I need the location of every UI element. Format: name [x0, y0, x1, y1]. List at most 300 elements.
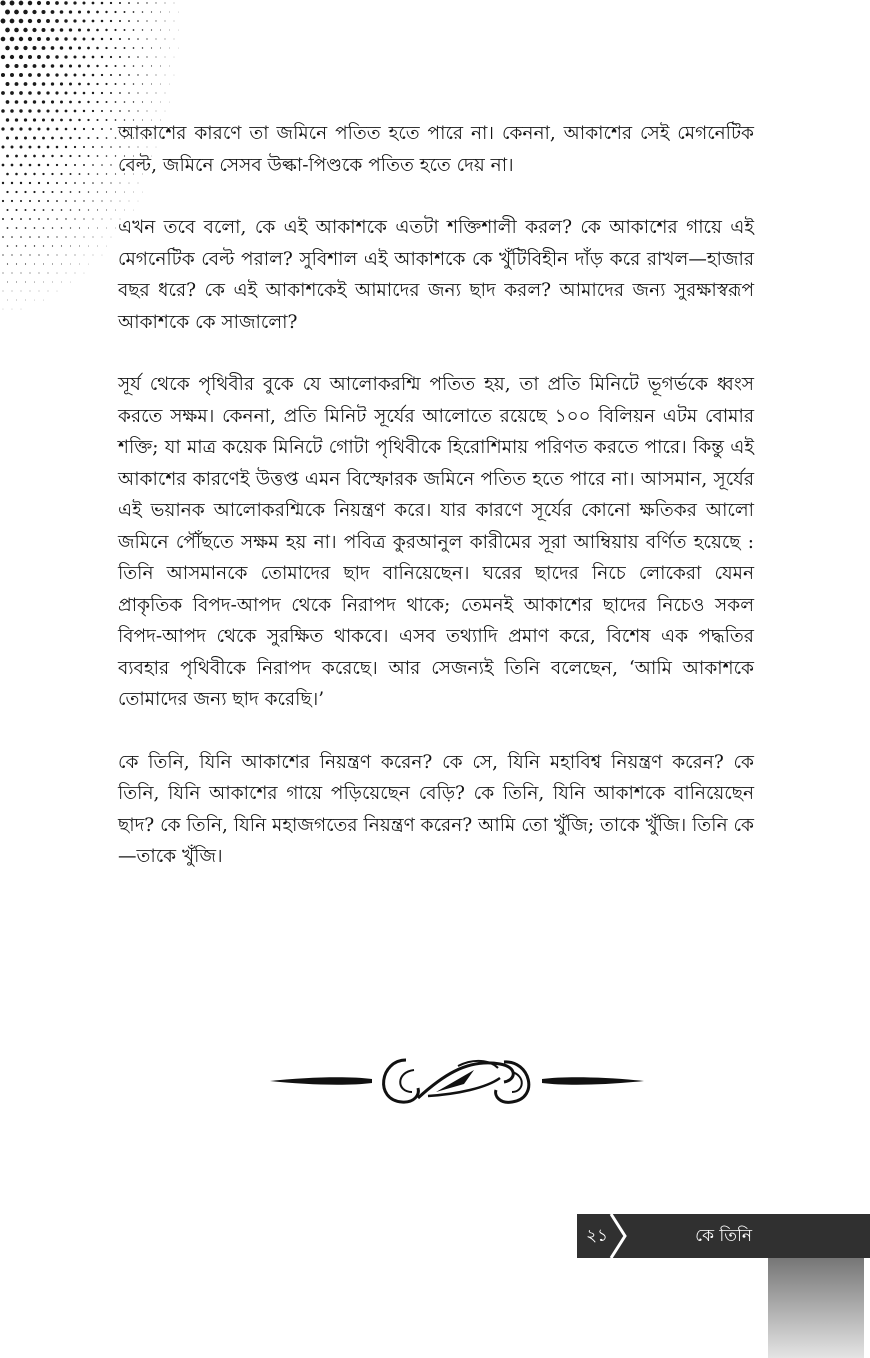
- halftone-dot: [178, 48, 179, 49]
- halftone-dot: [78, 65, 81, 68]
- halftone-dot: [102, 219, 103, 220]
- halftone-dot: [1, 127, 4, 130]
- halftone-dot: [56, 182, 58, 184]
- halftone-dot: [47, 128, 50, 131]
- halftone-dot: [97, 155, 99, 157]
- halftone-dot: [42, 118, 45, 121]
- halftone-dot: [115, 137, 117, 139]
- halftone-dot: [34, 263, 35, 264]
- halftone-dot: [151, 83, 152, 84]
- halftone-dot: [15, 191, 17, 193]
- halftone-dot: [83, 218, 84, 219]
- halftone-dot: [5, 10, 10, 15]
- halftone-dot: [43, 263, 44, 264]
- halftone-dot: [115, 155, 116, 156]
- halftone-dot: [16, 245, 17, 246]
- halftone-dot: [33, 191, 35, 193]
- halftone-dot: [2, 182, 4, 184]
- halftone-dot: [46, 19, 50, 23]
- halftone-dot: [146, 74, 147, 75]
- halftone-dot: [16, 300, 17, 301]
- halftone-dot: [47, 146, 50, 149]
- halftone-dot: [38, 218, 40, 220]
- halftone-dot: [10, 1, 15, 6]
- halftone-dot: [74, 74, 77, 77]
- halftone-dot: [10, 19, 15, 24]
- halftone-dot: [142, 83, 143, 84]
- halftone-dot: [74, 218, 75, 219]
- halftone-dot: [51, 119, 54, 122]
- halftone-dot: [47, 182, 49, 184]
- halftone-dot: [69, 101, 72, 104]
- halftone-dot: [6, 136, 9, 139]
- halftone-dot: [19, 1, 24, 6]
- halftone-dot: [160, 84, 161, 85]
- halftone-dot: [15, 82, 19, 86]
- halftone-dot: [101, 146, 103, 148]
- halftone-dot: [16, 209, 18, 211]
- halftone-dot: [156, 93, 157, 94]
- halftone-dot: [115, 191, 116, 192]
- halftone-dot: [92, 218, 93, 219]
- halftone-dot: [60, 28, 64, 32]
- halftone-dot: [137, 20, 139, 22]
- halftone-dot: [178, 12, 179, 13]
- halftone-dot: [106, 210, 107, 211]
- halftone-dot: [79, 264, 80, 265]
- halftone-dot: [70, 264, 71, 265]
- halftone-dot: [101, 2, 104, 5]
- halftone-dot: [83, 236, 84, 237]
- halftone-dot: [24, 100, 28, 104]
- halftone-dot: [5, 46, 9, 50]
- halftone-dot: [155, 2, 156, 3]
- halftone-dot: [69, 83, 72, 86]
- halftone-dot: [14, 64, 18, 68]
- halftone-dot: [51, 137, 54, 140]
- footer-bar: [577, 1214, 870, 1258]
- halftone-dot: [56, 218, 58, 220]
- halftone-dot: [1, 37, 6, 42]
- halftone-dot: [87, 47, 90, 50]
- halftone-dot: [96, 47, 99, 50]
- halftone-dot: [42, 173, 44, 175]
- halftone-dot: [37, 91, 40, 94]
- halftone-dot: [106, 119, 108, 121]
- halftone-dot: [101, 38, 103, 40]
- halftone-dot: [174, 75, 175, 76]
- halftone-dot: [29, 182, 31, 184]
- halftone-dot: [110, 20, 112, 22]
- halftone-dot: [42, 46, 46, 50]
- halftone-dot: [10, 127, 13, 130]
- halftone-dot: [0, 0, 5, 5]
- halftone-dot: [74, 110, 77, 113]
- halftone-dot: [74, 164, 76, 166]
- halftone-dot: [15, 118, 18, 121]
- halftone-dot: [23, 10, 28, 15]
- halftone-dot: [38, 128, 41, 131]
- halftone-dot: [133, 11, 135, 13]
- halftone-dot: [46, 37, 50, 41]
- halftone-dot: [61, 227, 62, 228]
- halftone-dot: [69, 10, 72, 13]
- halftone-dot: [101, 92, 103, 94]
- halftone-dot: [75, 273, 76, 274]
- halftone-dot: [28, 127, 31, 130]
- halftone-dot: [151, 11, 152, 12]
- halftone-dot: [11, 146, 14, 149]
- halftone-dot: [65, 110, 68, 113]
- halftone-dot: [60, 10, 64, 14]
- halftone-dot: [97, 246, 98, 247]
- halftone-dot: [60, 137, 63, 140]
- halftone-dot: [46, 91, 49, 94]
- chapter-title: কে তিনি: [695, 1226, 752, 1246]
- halftone-dot: [42, 82, 46, 86]
- page-body: [118, 118, 754, 904]
- halftone-dot: [25, 209, 27, 211]
- halftone-dot: [124, 29, 126, 31]
- halftone-dot: [56, 254, 57, 255]
- halftone-dot: [114, 65, 116, 67]
- halftone-dot: [38, 200, 40, 202]
- paragraph-4: কে তিনি, যিনি আকাশের নিয়ন্ত্রণ করেন? কে সে, যিনি মহাবিশ্ব নিয়ন্ত্রণ করেন? কে তিনি, যিনি আকাশের গায়ে পড়িয়েছেন বেড়ি? কে তিনি, যিনি আকাশকে বানিয়েছেন ছাদ? কে তিনি, যিনি মহাজগতের নিয়ন্ত্রণ করেন? আমি তো খুঁজি; তাকে খুঁজি। তিনি কে—তাকে খুঁজি।: [118, 751, 754, 867]
- halftone-dot: [106, 137, 108, 139]
- halftone-dot: [96, 83, 98, 85]
- halftone-dot: [101, 164, 103, 166]
- halftone-dot: [38, 164, 41, 167]
- halftone-dot: [155, 20, 156, 21]
- halftone-dot: [1, 91, 5, 95]
- halftone-dot: [160, 48, 161, 49]
- halftone-dot: [165, 75, 166, 76]
- halftone-dot: [19, 91, 23, 95]
- halftone-dot: [78, 83, 81, 86]
- halftone-dot: [69, 46, 72, 49]
- halftone-dot: [7, 300, 8, 301]
- halftone-dot: [10, 55, 14, 59]
- halftone-dot: [20, 146, 23, 149]
- halftone-dot: [83, 92, 86, 95]
- halftone-dot: [61, 245, 62, 246]
- halftone-dot: [66, 273, 67, 274]
- halftone-dot: [10, 109, 14, 113]
- halftone-dot: [32, 28, 36, 32]
- halftone-dot: [151, 65, 152, 66]
- halftone-dot: [174, 39, 175, 40]
- halftone-dot: [128, 110, 129, 111]
- halftone-dot: [133, 29, 135, 31]
- halftone-dot: [124, 11, 126, 13]
- halftone-dot: [14, 28, 19, 33]
- halftone-dot: [61, 191, 63, 193]
- halftone-dot: [29, 218, 31, 220]
- halftone-dot: [69, 137, 71, 139]
- halftone-dot: [56, 110, 59, 113]
- halftone-dot: [52, 209, 54, 211]
- halftone-dot: [57, 291, 58, 292]
- halftone-dot: [146, 92, 147, 93]
- halftone-dot: [15, 100, 19, 104]
- halftone-dot: [11, 254, 12, 255]
- halftone-dot: [55, 73, 58, 76]
- halftone-dot: [128, 74, 130, 76]
- halftone-dot: [29, 164, 32, 167]
- halftone-dot: [16, 227, 18, 229]
- halftone-dot: [55, 37, 59, 41]
- halftone-dot: [78, 119, 80, 121]
- halftone-dot: [142, 47, 143, 48]
- halftone-dot: [151, 102, 152, 103]
- halftone-dot: [70, 245, 71, 246]
- halftone-dot: [23, 46, 27, 50]
- halftone-dot: [24, 136, 27, 139]
- halftone-dot: [39, 291, 40, 292]
- halftone-dot: [73, 55, 76, 58]
- halftone-dot: [23, 28, 27, 32]
- halftone-dot: [101, 200, 102, 201]
- halftone-dot: [20, 164, 23, 167]
- halftone-dot: [97, 173, 99, 175]
- halftone-dot: [83, 146, 85, 148]
- halftone-dot: [42, 155, 45, 158]
- halftone-dot: [24, 64, 28, 68]
- halftone-dot: [60, 155, 62, 157]
- halftone-dot: [60, 82, 63, 85]
- halftone-dot: [106, 246, 107, 247]
- halftone-dot: [2, 218, 4, 220]
- halftone-dot: [21, 309, 22, 310]
- halftone-dot: [61, 209, 63, 211]
- halftone-dot: [24, 191, 26, 193]
- halftone-dot: [88, 209, 89, 210]
- halftone-dot: [20, 272, 21, 273]
- halftone-dot: [106, 173, 107, 174]
- halftone-dot: [25, 263, 26, 264]
- halftone-dot: [83, 200, 84, 201]
- halftone-dot: [42, 64, 46, 68]
- halftone-dot: [64, 1, 67, 4]
- halftone-dot: [156, 75, 157, 76]
- halftone-dot: [64, 73, 67, 76]
- halftone-dot: [21, 291, 22, 292]
- halftone-dot: [37, 73, 41, 77]
- halftone-dot: [34, 282, 35, 283]
- halftone-dot: [160, 102, 161, 103]
- halftone-dot: [156, 111, 157, 112]
- halftone-dot: [70, 191, 72, 193]
- halftone-dot: [92, 92, 94, 94]
- halftone-dot: [28, 109, 31, 112]
- halftone-dot: [83, 38, 86, 41]
- halftone-dot: [83, 74, 86, 77]
- halftone-dot: [19, 73, 23, 77]
- halftone-dot: [10, 91, 14, 95]
- halftone-dot: [51, 100, 54, 103]
- halftone-dot: [106, 228, 107, 229]
- halftone-dot: [174, 21, 175, 22]
- halftone-dot: [3, 309, 4, 310]
- halftone-dot: [79, 227, 80, 228]
- halftone-dot: [38, 146, 41, 149]
- halftone-dot: [78, 101, 81, 104]
- halftone-dot: [28, 73, 32, 77]
- halftone-dot: [47, 164, 49, 166]
- halftone-dot: [169, 66, 170, 67]
- halftone-dot: [33, 100, 36, 103]
- halftone-dot: [66, 255, 67, 256]
- halftone-dot: [70, 227, 71, 228]
- halftone-dot: [38, 254, 39, 255]
- halftone-dot: [11, 164, 14, 167]
- halftone-dot: [37, 55, 41, 59]
- halftone-dot: [83, 20, 86, 23]
- halftone-dot: [32, 10, 36, 14]
- halftone-dot: [92, 2, 95, 5]
- halftone-dot: [92, 182, 94, 184]
- halftone-dot: [79, 191, 81, 193]
- halftone-dot: [64, 19, 67, 22]
- halftone-dot: [96, 11, 99, 14]
- halftone-dot: [61, 264, 62, 265]
- halftone-dot: [43, 209, 45, 211]
- halftone-dot: [37, 1, 41, 5]
- halftone-dot: [29, 272, 30, 273]
- halftone-dot: [101, 56, 103, 58]
- halftone-dot: [37, 109, 40, 112]
- halftone-dot: [25, 227, 27, 229]
- halftone-dot: [12, 291, 13, 292]
- halftone-dot: [5, 28, 10, 33]
- halftone-dot: [96, 65, 98, 67]
- halftone-dot: [51, 82, 54, 85]
- page-number: ২১: [585, 1226, 609, 1246]
- halftone-dot: [56, 200, 58, 202]
- halftone-dot: [2, 146, 5, 149]
- halftone-dot: [55, 1, 59, 5]
- halftone-dot: [74, 146, 76, 148]
- halftone-dot: [151, 29, 152, 30]
- halftone-dot: [110, 92, 112, 94]
- halftone-dot: [146, 110, 147, 111]
- halftone-dot: [19, 19, 24, 24]
- chevron-right-icon: [607, 1214, 629, 1258]
- halftone-dot: [96, 119, 98, 121]
- halftone-dot: [146, 38, 147, 39]
- halftone-dot: [92, 164, 94, 166]
- halftone-dot: [69, 64, 72, 67]
- halftone-dot: [88, 191, 90, 193]
- halftone-dot: [2, 200, 4, 202]
- halftone-dot: [64, 55, 67, 58]
- halftone-dot: [92, 128, 94, 130]
- halftone-dot: [65, 236, 66, 237]
- halftone-dot: [114, 47, 116, 49]
- halftone-dot: [146, 20, 147, 21]
- halftone-dot: [52, 227, 54, 229]
- halftone-dot: [69, 119, 72, 122]
- halftone-dot: [12, 309, 13, 310]
- halftone-dot: [93, 237, 94, 238]
- halftone-dot: [24, 173, 27, 176]
- halftone-dot: [133, 83, 135, 85]
- halftone-dot: [101, 182, 102, 183]
- halftone-dot: [102, 237, 103, 238]
- halftone-dot: [96, 29, 99, 32]
- halftone-dot: [78, 10, 81, 13]
- halftone-dot: [52, 191, 54, 193]
- halftone-dot: [115, 119, 117, 121]
- halftone-dot: [15, 136, 18, 139]
- halftone-dot: [42, 100, 45, 103]
- halftone-dot: [88, 227, 89, 228]
- halftone-dot: [60, 173, 62, 175]
- halftone-dot: [124, 65, 126, 67]
- halftone-dot: [115, 210, 116, 211]
- halftone-dot: [16, 263, 17, 264]
- halftone-dot: [110, 182, 111, 183]
- halftone-dot: [65, 146, 67, 148]
- halftone-dot: [73, 1, 76, 4]
- halftone-dot: [6, 100, 10, 104]
- halftone-dot: [32, 46, 36, 50]
- halftone-dot: [33, 82, 37, 86]
- halftone-dot: [169, 102, 170, 103]
- halftone-dot: [56, 236, 57, 237]
- halftone-dot: [165, 57, 166, 58]
- halftone-dot: [55, 91, 58, 94]
- halftone-dot: [60, 101, 63, 104]
- halftone-dot: [101, 74, 103, 76]
- halftone-dot: [74, 128, 76, 130]
- halftone-dot: [10, 37, 15, 42]
- halftone-dot: [151, 47, 152, 48]
- halftone-dot: [56, 146, 59, 149]
- halftone-dot: [61, 282, 62, 283]
- halftone-dot: [83, 182, 85, 184]
- halftone-dot: [19, 109, 22, 112]
- halftone-dot: [43, 282, 44, 283]
- halftone-dot: [93, 255, 94, 256]
- halftone-dot: [30, 291, 31, 292]
- halftone-dot: [43, 300, 44, 301]
- halftone-dot: [79, 173, 81, 175]
- halftone-dot: [110, 164, 111, 165]
- halftone-dot: [102, 255, 103, 256]
- halftone-dot: [105, 47, 107, 49]
- halftone-dot: [78, 155, 80, 157]
- halftone-dot: [28, 37, 32, 41]
- halftone-dot: [133, 47, 135, 49]
- halftone-dot: [6, 173, 9, 176]
- halftone-dot: [119, 56, 121, 58]
- halftone-dot: [7, 282, 8, 283]
- halftone-dot: [101, 110, 103, 112]
- halftone-dot: [15, 173, 18, 176]
- halftone-dot: [34, 227, 36, 229]
- halftone-dot: [74, 236, 75, 237]
- halftone-dot: [169, 30, 170, 31]
- halftone-dot: [11, 272, 12, 273]
- halftone-dot: [97, 137, 99, 139]
- halftone-dot: [47, 254, 48, 255]
- halftone-dot: [88, 173, 90, 175]
- halftone-dot: [92, 20, 95, 23]
- halftone-dot: [1, 73, 5, 77]
- halftone-dot: [105, 11, 107, 13]
- halftone-dot: [6, 118, 9, 121]
